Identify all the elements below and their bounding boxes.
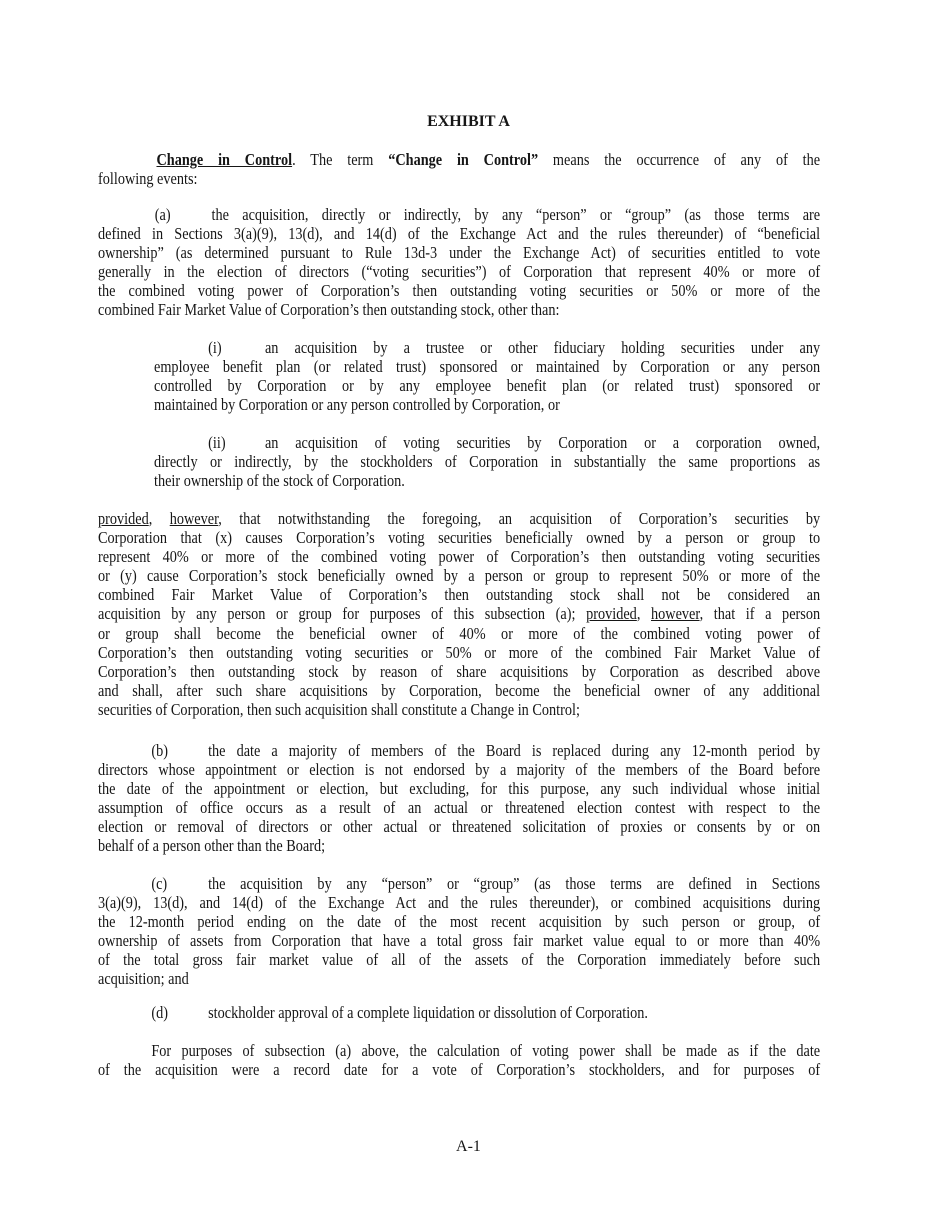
intro-text: means the occurrence of any of the [538, 150, 821, 169]
paragraph-c-line [98, 874, 820, 893]
proviso-line: or group shall become the beneficial owner of 40% or more of the combined voting power of [98, 623, 821, 643]
definition-heading: Change in Control [156, 150, 293, 169]
paragraph-c-label: (c) [151, 874, 168, 893]
proviso-line: or (y) cause Corporation’s stock beneficially owned by a person or group to represent 50% or more of the [98, 566, 821, 586]
closing-line: of the acquisition were a record date for a vote of Corporation’s stockholders, and for purposes of [98, 1060, 821, 1080]
paragraph-a-ii-line: their ownership of the stock of Corporation. [154, 471, 405, 491]
paragraph-c-line: acquisition; and [98, 969, 189, 989]
paragraph-c-line: ownership of assets from Corporation that have a total gross fair market value equal to or more than 40% [98, 931, 821, 951]
paragraph-a-line [98, 205, 820, 224]
paragraph-b-line: election or removal of directors or other actual or threatened solicitation of proxies or consents by or on [98, 817, 821, 837]
paragraph-a-i [154, 338, 820, 414]
paragraph-a-ii [154, 433, 820, 490]
paragraph-a-ii-line [154, 433, 820, 452]
proviso-line: acquisition by any person or group for purposes of this subsection (a); provided, however, that if a person [98, 604, 821, 624]
page-number: A-1 [456, 1138, 481, 1155]
proviso-line: combined Fair Market Value of Corporation’s then outstanding stock shall not be considered an [98, 585, 821, 605]
paragraph-a-ii-label: (ii) [208, 433, 226, 452]
paragraph-a-label: (a) [154, 205, 171, 224]
intro-line-1 [98, 150, 820, 169]
paragraph-b-line: behalf of a person other than the Board; [98, 836, 326, 856]
proviso-text: acquisition by any person or group for purposes of this subsection (a); [98, 604, 587, 624]
paragraph-a-text: the acquisition, directly or indirectly, by any “person” or “group” (as those terms are [211, 205, 821, 224]
paragraph-a-line: the combined voting power of Corporation’s then outstanding voting securities or 50% or more of the [98, 281, 821, 301]
paragraph-d-line [98, 1003, 820, 1022]
provided-term: provided [586, 604, 637, 624]
paragraph-a-i-line: maintained by Corporation or any person controlled by Corporation, or [154, 395, 560, 415]
paragraph-c-line: of the total gross fair market value of all of the assets of the Corporation immediately before such [98, 950, 821, 970]
proviso-text: , that notwithstanding the foregoing, an acquisition of Corporation’s securities by [218, 509, 821, 528]
however-term: however [169, 509, 219, 528]
paragraph-a [98, 205, 820, 320]
paragraph-a-line: defined in Sections 3(a)(9), 13(d), and 14(d) of the Exchange Act and the rules thereunder) of “beneficial [98, 224, 821, 244]
paragraph-a-i-label: (i) [208, 338, 222, 357]
paragraph-b-label: (b) [151, 741, 168, 760]
proviso-line: provided, however, that notwithstanding the foregoing, an acquisition of Corporation’s securities by [98, 509, 821, 528]
proviso-paragraph [98, 509, 820, 719]
proviso-line: represent 40% or more of the combined voting power of Corporation’s then outstanding voting securities [98, 547, 821, 567]
closing-paragraph [98, 1041, 820, 1079]
however-term: however [651, 604, 700, 624]
defined-term: “Change in Control” [388, 150, 539, 169]
paragraph-b-line: assumption of office occurs as a result of an actual or threatened election contest with respect to the [98, 798, 821, 818]
paragraph-a-line: generally in the election of directors (“voting securities”) of Corporation that represent 40% or more of [98, 262, 821, 282]
paragraph-a-ii-line: directly or indirectly, by the stockholders of Corporation in substantially the same proportions as [154, 452, 821, 472]
proviso-text: , that if a person [699, 604, 821, 624]
paragraph-d [98, 1003, 820, 1022]
paragraph-a-i-line: employee benefit plan (or related trust) sponsored or maintained by Corporation or any person [154, 357, 821, 377]
paragraph-a-line: ownership” (as determined pursuant to Rule 13d-3 under the Exchange Act) of securities entitled to vote [98, 243, 821, 263]
paragraph-b-line [98, 741, 820, 760]
paragraph-d-label: (d) [151, 1003, 168, 1022]
paragraph-c [98, 874, 820, 989]
paragraph-b-line: the date of the appointment or election, but excluding, for this purpose, any such individual whose initial [98, 779, 821, 799]
paragraph-b [98, 741, 820, 856]
intro-paragraph [98, 150, 820, 188]
paragraph-b-text: the date a majority of members of the Board is replaced during any 12-month period by [208, 741, 821, 760]
paragraph-a-i-line: controlled by Corporation or by any employee benefit plan (or related trust) sponsored or [154, 376, 821, 396]
paragraph-c-line: 3(a)(9), 13(d), and 14(d) of the Exchange Act and the rules thereunder), or combined acquisitions during [98, 893, 821, 913]
paragraph-a-i-text: an acquisition by a trustee or other fiduciary holding securities under any [264, 338, 821, 357]
paragraph-a-i-line [154, 338, 820, 357]
paragraph-a-line: combined Fair Market Value of Corporation’s then outstanding stock, other than: [98, 300, 560, 320]
proviso-line: Corporation’s then outstanding stock by reason of share acquisitions by Corporation as described above [98, 661, 821, 681]
intro-text: . The term [292, 150, 389, 169]
provided-term: provided [98, 509, 149, 528]
closing-text: For purposes of subsection (a) above, the calculation of voting power shall be made as if the date [151, 1041, 821, 1060]
intro-line-2: following events: [98, 169, 198, 189]
proviso-line: securities of Corporation, then such acquisition shall constitute a Change in Control; [98, 699, 580, 719]
paragraph-b-line: directors whose appointment or election is not endorsed by a majority of the members of the Board before [98, 760, 821, 780]
paragraph-a-ii-text: an acquisition of voting securities by Corporation or a corporation owned, [264, 433, 821, 452]
paragraph-c-line: the 12-month period ending on the date of the most recent acquisition by such person or group, of [98, 912, 821, 932]
paragraph-c-text: the acquisition by any “person” or “group” (as those terms are defined in Sections [208, 874, 821, 893]
proviso-line: and shall, after such share acquisitions by Corporation, become the beneficial owner of any additional [98, 680, 821, 700]
proviso-line: Corporation’s then outstanding voting securities or 50% or more of the combined Fair Market Value of [98, 642, 821, 662]
exhibit-title: EXHIBIT A [427, 113, 510, 130]
closing-line [98, 1041, 820, 1060]
proviso-line: Corporation that (x) causes Corporation’s voting securities beneficially owned by a person or group to [98, 528, 821, 548]
paragraph-d-text: stockholder approval of a complete liquidation or dissolution of Corporation. [208, 1003, 649, 1022]
